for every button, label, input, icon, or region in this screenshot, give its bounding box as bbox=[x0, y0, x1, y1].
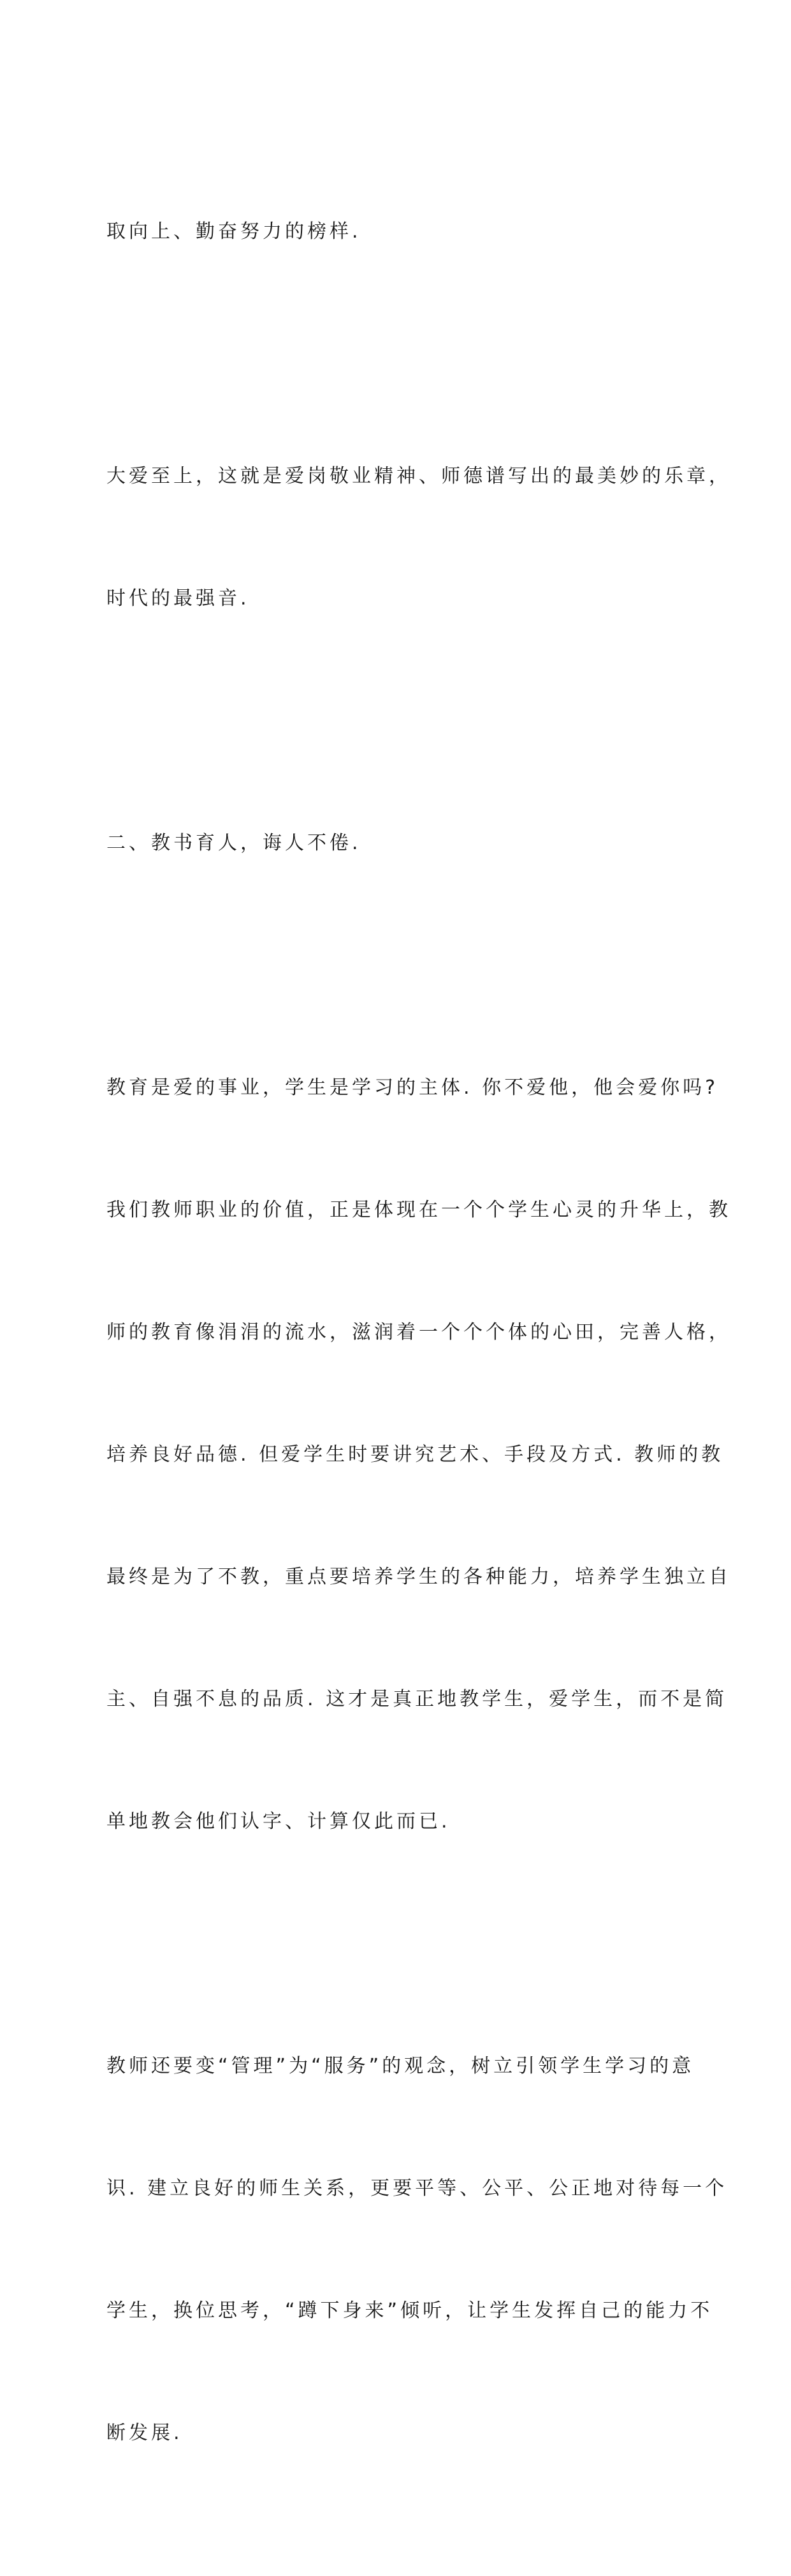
text-line: 我们教师职业的价值，正是体现在一个个学生心灵的升华上，教 bbox=[106, 1199, 731, 1221]
text-line: 单地教会他们认字、计算仅此而已. bbox=[106, 1810, 451, 1833]
text-line: 师的教育像涓涓的流水，滋润着一个个个体的心田，完善人格， bbox=[106, 1321, 731, 1343]
heading-line: 二、教书育人，诲人不倦. bbox=[106, 832, 361, 854]
text-line: 教育是爱的事业，学生是学习的主体. 你不爱他，他会爱你吗? bbox=[106, 1077, 718, 1099]
text-line: 取向上、勤奋努力的榜样. bbox=[106, 220, 361, 243]
paragraph-3 bbox=[106, 986, 731, 1924]
text-line: 大爱至上，这就是爱岗敬业精神、师德谱写出的最美妙的乐章， bbox=[106, 465, 731, 487]
text-line: 学生，换位思考，“蹲下身来”倾听，让学生发挥自己的能力不 bbox=[106, 2300, 713, 2322]
paragraph-4 bbox=[106, 1964, 728, 2535]
text-line: 断发展. bbox=[106, 2422, 183, 2444]
text-line: 培养良好品德. 但爱学生时要讲究艺术、手段及方式. 教师的教 bbox=[106, 1443, 724, 1466]
section-heading bbox=[106, 741, 699, 945]
paragraph-2 bbox=[106, 375, 731, 701]
text-line: 时代的最强音. bbox=[106, 587, 250, 610]
text-line: 主、自强不息的品质. 这才是真正地教学生，爱学生，而不是简 bbox=[106, 1688, 728, 1710]
text-line: 识. 建立良好的师生关系，更要平等、公平、公正地对待每一个 bbox=[106, 2177, 728, 2200]
text-line: 最终是为了不教，重点要培养学生的各种能力，培养学生独立自 bbox=[106, 1566, 731, 1588]
document-body bbox=[106, 130, 731, 2576]
paragraph-1 bbox=[106, 130, 699, 334]
text-line: 教师还要变“管理”为“服务”的观念，树立引领学生学习的意 bbox=[106, 2055, 695, 2077]
